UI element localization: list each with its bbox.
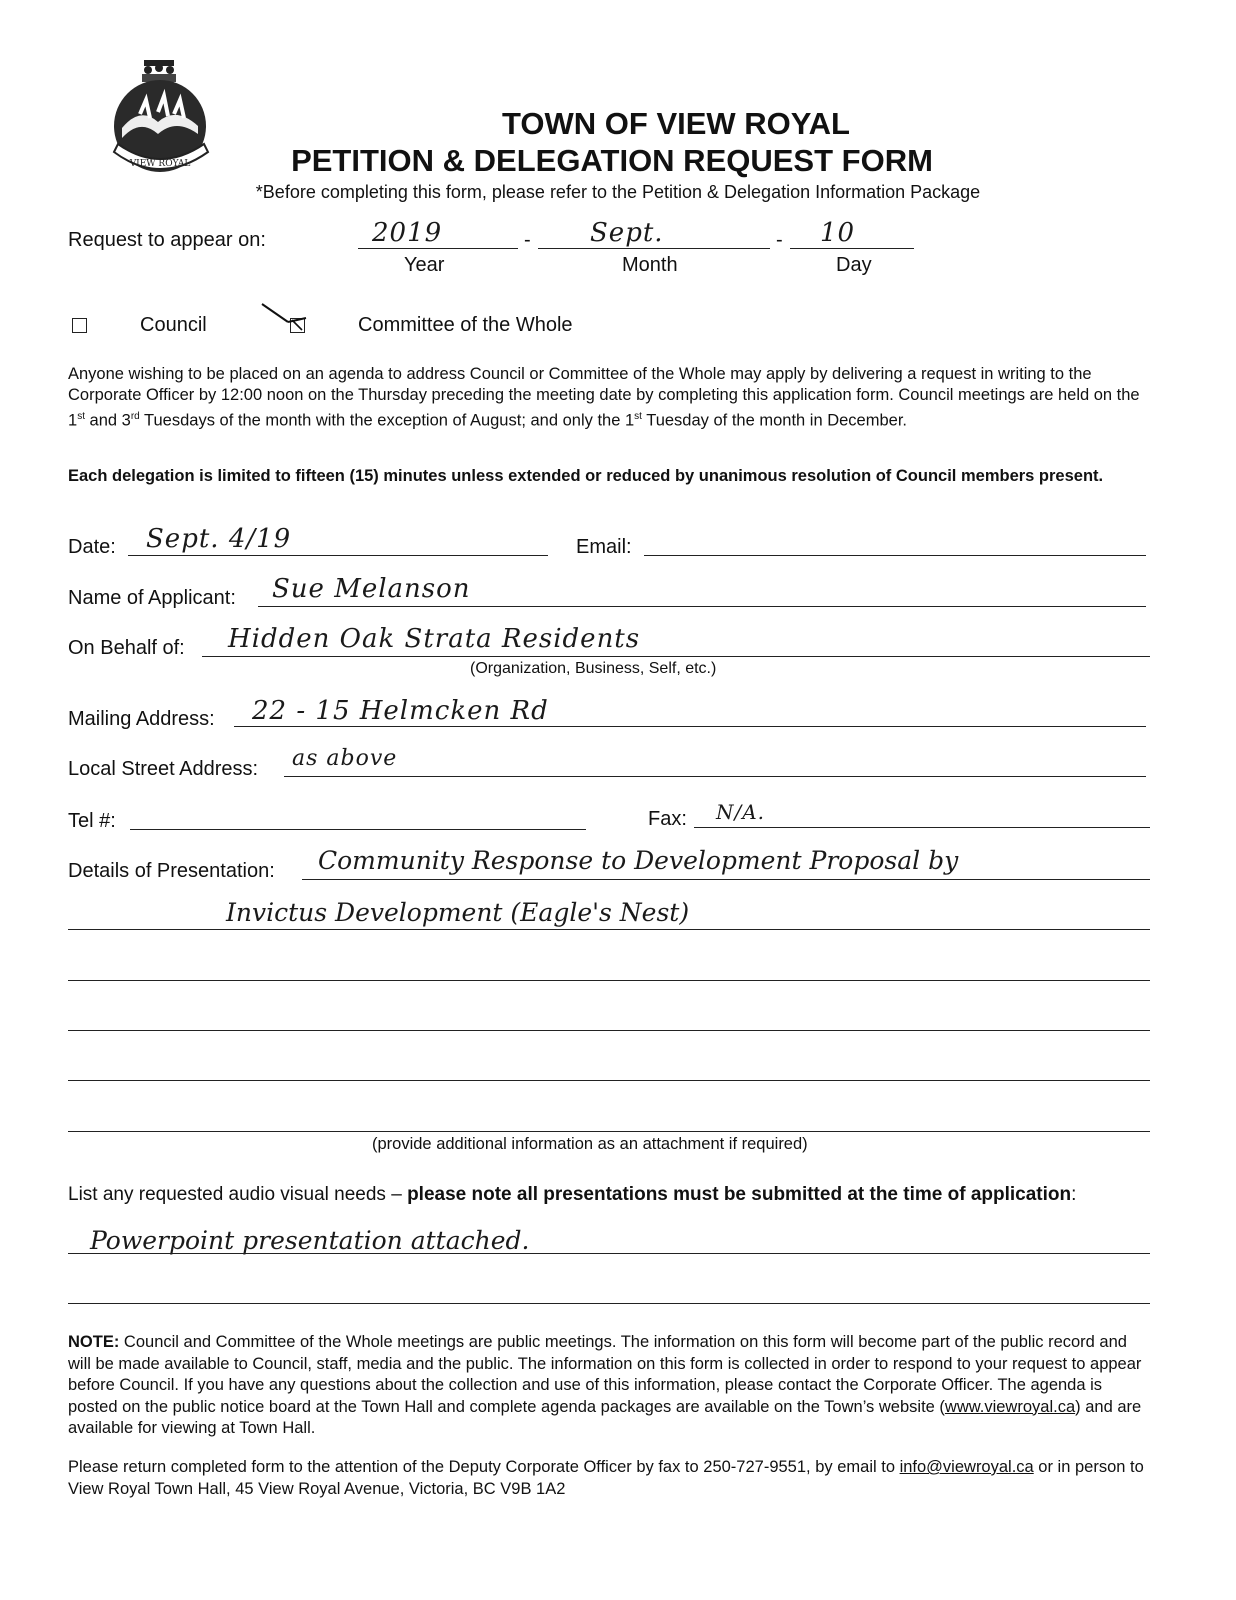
details-line4[interactable] [68,1030,1150,1031]
privacy-note: NOTE: Council and Committee of the Whole meetings are public meetings. The information on this form will become part of the public record and will be made available to Council, staff, media and the public. The information on this form is collected in order to respond to your request to appear before Council. If you have any questions about the collection and use of this information, please contact the Corporate Officer. The agenda is posted on the public notice board at the Town Hall and complete agenda packages are available on the Town’s website (www.viewroyal.ca) and are available for viewing at Town Hall. [68,1333,1142,1437]
tel-label: Tel #: [68,810,116,832]
fax-label: Fax: [648,808,687,830]
email-label: Email: [576,536,632,558]
email-link[interactable]: info@viewroyal.ca [899,1458,1034,1476]
applicant-label: Name of Applicant: [68,587,236,609]
details-line2-value[interactable]: Invictus Development (Eagle's Nest) [226,898,690,927]
council-checkbox[interactable] [72,318,87,333]
form-title-line1: TOWN OF VIEW ROYAL [502,106,850,141]
month-caption: Month [622,254,678,276]
tel-field[interactable] [130,829,586,830]
av-value[interactable]: Powerpoint presentation attached. [90,1226,530,1255]
behalf-label: On Behalf of: [68,637,185,659]
appear-label: Request to appear on: [68,229,266,251]
fax-value[interactable]: N/A. [716,800,766,824]
local-address-value[interactable]: as above [292,746,398,771]
day-caption: Day [836,254,872,276]
details-hint: (provide additional information as an attachment if required) [372,1135,808,1153]
email-field[interactable] [644,555,1146,556]
behalf-hint: (Organization, Business, Self, etc.) [470,660,717,677]
cotw-label: Committee of the Whole [358,314,573,336]
av-line2[interactable] [68,1303,1150,1304]
form-subtitle: *Before completing this form, please refer to the Petition & Delegation Information Package [255,182,981,202]
av-label: List any requested audio visual needs – please note all presentations must be submitted at the time of application: [68,1184,1077,1205]
year-caption: Year [404,254,445,276]
return-instructions: Please return completed form to the attention of the Deputy Corporate Officer by fax to 250-727-9551, by email to info@viewroyal.ca or in person to View Royal Town Hall, 45 View Royal Avenue, Victoria, BC V9B 1A2 [68,1458,1144,1498]
local-address-label: Local Street Address: [68,758,259,780]
date-label: Date: [68,536,116,558]
checkmark-icon [260,300,308,336]
delegation-limit-notice: Each delegation is limited to fifteen (15) minutes unless extended or reduced by unanimous resolution of Council members present. [68,467,1104,485]
details-line3[interactable] [68,980,1150,981]
behalf-value[interactable]: Hidden Oak Strata Residents [228,624,641,654]
details-label: Details of Presentation: [68,860,275,882]
council-label: Council [140,314,207,336]
appear-day-value[interactable]: 10 [820,218,856,248]
mailing-value[interactable]: 22 - 15 Helmcken Rd [252,696,549,726]
appear-month-value[interactable]: Sept. [590,218,664,248]
details-line6[interactable] [68,1131,1150,1132]
intro-paragraph: Anyone wishing to be placed on an agenda to address Council or Committee of the Whole may apply by delivering a request in writing to the Corporate Officer by 12:00 noon on the Thursday preceding the meeting date by completing this application form. Council meetings are held on the 1st and 3rd Tuesdays of the month with the exception of August; and only the 1st Tuesday of the month in December. [68,365,1140,430]
details-line5[interactable] [68,1080,1150,1081]
details-line1-value[interactable]: Community Response to Development Proposal by [318,846,959,875]
mailing-label: Mailing Address: [68,708,215,730]
form-title-line2: PETITION & DELEGATION REQUEST FORM [291,143,933,178]
applicant-value[interactable]: Sue Melanson [272,574,471,604]
svg-text:VIEW ROYAL: VIEW ROYAL [129,159,191,169]
date-value[interactable]: Sept. 4/19 [146,524,292,554]
website-link[interactable]: www.viewroyal.ca [944,1397,1076,1416]
appear-year-value[interactable]: 2019 [372,218,443,248]
